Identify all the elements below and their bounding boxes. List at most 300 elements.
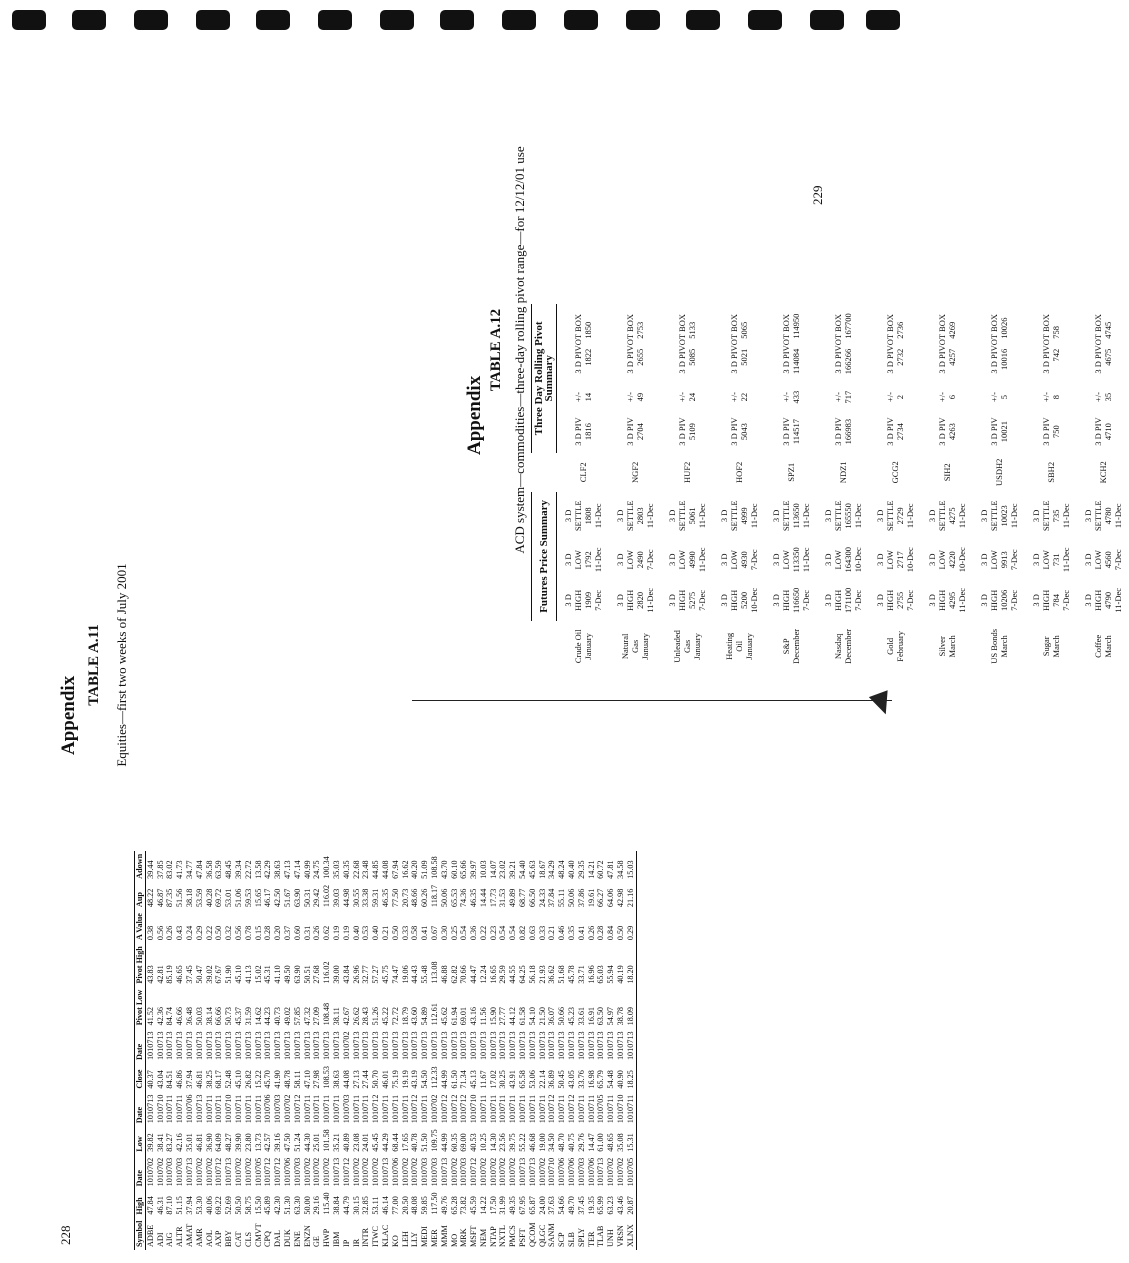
equity-cell: 19.61 (586, 888, 596, 908)
equity-cell: 59.85 (420, 1196, 430, 1215)
punch-hole (256, 10, 290, 30)
equity-cell: 39.16 (273, 1133, 283, 1152)
equity-symbol: GE (312, 1236, 322, 1247)
three-day-low-line: 4990 (687, 551, 697, 569)
equity-cell: 1010711 (214, 1094, 224, 1124)
equity-cell: 51.50 (420, 1133, 430, 1152)
equity-cell: 27.68 (312, 965, 322, 984)
contract-symbol (817, 453, 869, 492)
pivot-range-line: 24 (687, 392, 697, 402)
equity-cell: 46.68 (527, 1133, 537, 1152)
equity-cell: 40.73 (273, 1006, 283, 1026)
equity-cell: 118.17 (429, 884, 439, 908)
three-day-low-line: 4560 (1103, 551, 1113, 569)
equity-cell: 87.35 (165, 888, 175, 908)
equity-cell: 0.37 (282, 925, 292, 941)
page-edge-mark (869, 690, 895, 718)
equity-symbol: IP (341, 1239, 351, 1247)
equity-cell: 38.84 (331, 1196, 341, 1215)
equity-cell: 50.50 (233, 1196, 243, 1215)
equity-cell: 67.67 (214, 965, 224, 984)
three-day-high-line: 7-Dec (593, 589, 603, 611)
equity-cell: 1010702 (322, 1157, 332, 1187)
equity-cell: 19.19 (400, 1070, 410, 1089)
three-day-settle-line: 11-Dec (749, 503, 759, 529)
equity-cell: 0.54 (508, 925, 518, 941)
equities-row (626, 851, 636, 1250)
three-day-high-line: 7-Dec (1009, 589, 1019, 611)
pivot-range-line: 8 (1051, 394, 1061, 400)
commodity-name-line: Crude Oil (572, 629, 583, 664)
three-day-settle-line: 11-Dec (1009, 503, 1019, 529)
equities-row (508, 851, 518, 1250)
pivot-box-values (947, 310, 957, 378)
three-day-high (557, 580, 610, 621)
three-day-pivot (713, 411, 765, 453)
three-day-low-line: 1792 (583, 551, 593, 569)
equity-cell: 1010702 (508, 1157, 518, 1187)
three-day-pivot-line: 166983 (843, 418, 853, 445)
equity-cell: 51.26 (371, 1006, 381, 1026)
equities-row (224, 851, 234, 1250)
equity-cell: 48.70 (557, 1133, 567, 1152)
equity-cell: 19.35 (586, 1196, 596, 1215)
equity-cell: 1010711 (527, 1094, 537, 1124)
equity-cell: 40.19 (616, 965, 626, 984)
equity-cell: 84.51 (165, 1070, 175, 1089)
equity-cell: 1010703 (292, 1157, 302, 1187)
three-day-pivot-line: 2704 (635, 423, 645, 441)
equity-cell: 50.00 (302, 1196, 312, 1215)
equity-cell: 0.84 (606, 925, 616, 941)
equity-cell: 0.21 (547, 925, 557, 941)
equity-cell: 1010712 (459, 1094, 469, 1124)
equity-cell: 40.28 (204, 888, 214, 908)
equity-cell: 45.89 (263, 1196, 273, 1215)
equities-row (401, 851, 411, 1250)
equity-cell: 44.99 (439, 1133, 449, 1152)
equity-cell: 43.84 (341, 965, 351, 984)
three-day-high-line: 11-Dec (645, 587, 655, 613)
pivot-box-high: 2736 (895, 321, 905, 339)
equity-cell: 40.99 (302, 860, 312, 879)
three-day-high-line: 3 D HIGH (719, 589, 739, 611)
equity-cell: 50.73 (224, 1006, 234, 1026)
equities-row (195, 851, 205, 1250)
three-day-high-line: 5275 (687, 591, 697, 609)
equity-cell: 33.71 (576, 965, 586, 984)
equity-cell: 44.23 (263, 1006, 273, 1026)
commodity-name (713, 621, 765, 672)
three-day-pivot (661, 411, 713, 453)
equities-row (342, 851, 352, 1250)
contract-symbol (1077, 453, 1129, 492)
three-day-high-line: 4790 (1103, 591, 1113, 609)
equity-cell: 61.58 (518, 1006, 528, 1026)
contract-symbol (869, 453, 921, 492)
three-day-high-line: 3 D HIGH (771, 589, 791, 611)
equities-row (165, 851, 175, 1250)
equity-cell: 44.98 (341, 888, 351, 908)
equity-cell: 45.10 (233, 1070, 243, 1089)
equity-symbol: AMR (194, 1228, 204, 1247)
commodity-name-line: Gold (885, 637, 895, 655)
pivot-box-low: 742 (1051, 348, 1061, 362)
equities-row (567, 851, 577, 1250)
equity-cell: 41.73 (175, 860, 185, 879)
equity-cell: 112.33 (429, 1066, 439, 1089)
three-day-pivot (1077, 411, 1129, 453)
pivot-box-line: 3 D PIVOT BOX (833, 314, 843, 374)
three-day-low (1077, 540, 1129, 580)
equity-cell: 46.31 (155, 1196, 165, 1215)
three-day-low (869, 540, 921, 580)
equity-cell: 36.58 (204, 860, 214, 879)
left-running-head: Appendix (58, 675, 79, 755)
equity-cell: 0.56 (233, 925, 243, 941)
equity-cell: 1010711 (557, 1094, 567, 1124)
equities-column-header: Date (135, 1028, 146, 1063)
three-day-high-line: 3 D HIGH (1083, 589, 1103, 611)
equity-cell: 14.62 (253, 1006, 263, 1026)
equity-cell: 46.81 (194, 1070, 204, 1089)
equity-cell: 31.53 (498, 888, 508, 908)
equity-cell: 0.43 (175, 925, 185, 941)
equity-cell: 67.94 (390, 860, 400, 879)
equity-symbol: SLB (567, 1231, 577, 1247)
equity-cell: 1010711 (322, 1094, 332, 1124)
three-day-pivot-line: 750 (1051, 425, 1061, 438)
equity-cell: 68.44 (390, 1133, 400, 1152)
equity-cell: 46.17 (263, 888, 273, 908)
equity-cell: 38.18 (184, 888, 194, 908)
equity-cell: 21.50 (537, 1006, 547, 1026)
equity-cell: 15.65 (253, 888, 263, 908)
equity-cell: 1010713 (420, 1031, 430, 1061)
three-day-pivot-line: 5043 (739, 423, 749, 441)
equity-cell: 1010711 (361, 1094, 371, 1124)
equity-cell: 1010711 (576, 1094, 586, 1124)
equity-cell: 50.06 (439, 888, 449, 908)
equity-cell: 1010711 (586, 1094, 596, 1124)
equity-cell: 108.48 (322, 1002, 332, 1026)
commodity-name-line: Coffee (1093, 634, 1103, 658)
equity-symbol: AXP (214, 1230, 224, 1247)
equity-cell: 53.11 (371, 1196, 381, 1215)
three-day-low-line: 164300 (843, 547, 853, 573)
three-day-low-line: 4930 (739, 551, 749, 569)
pivot-range (765, 384, 817, 411)
three-day-settle-line: 11-Dec (645, 503, 655, 529)
equity-cell: 14.44 (478, 888, 488, 908)
equity-cell: 60.35 (449, 1133, 459, 1152)
equity-symbol: AOL (204, 1230, 214, 1247)
equity-cell: 42.36 (155, 1006, 165, 1026)
contract-symbol (765, 453, 817, 492)
equity-cell: 45.10 (233, 965, 243, 984)
three-day-low-line: 4220 (947, 551, 957, 569)
equities-row (273, 851, 283, 1250)
equity-cell: 15.22 (253, 1070, 263, 1089)
pivot-summary-header: Three Day Rolling Pivot Summary (532, 304, 557, 453)
equity-cell: 1010713 (527, 1157, 537, 1187)
equity-cell: 33.76 (576, 1070, 586, 1089)
equity-symbol: SANM (547, 1223, 557, 1247)
equity-cell: 46.66 (175, 1006, 185, 1026)
three-day-pivot (817, 411, 869, 453)
equity-cell: 39.02 (204, 965, 214, 984)
three-day-high (1077, 580, 1129, 621)
equity-cell: 1010703 (576, 1157, 586, 1187)
commodity-name-line: December (843, 628, 853, 664)
equity-cell: 47.10 (302, 1070, 312, 1089)
three-day-settle-line: 10023 (999, 505, 1009, 527)
equity-cell: 87.10 (165, 1196, 175, 1215)
pivot-range (817, 384, 869, 411)
equity-cell: 39.75 (508, 1133, 518, 1152)
pivot-range-line: 433 (791, 390, 801, 404)
equity-cell: 67.95 (518, 1196, 528, 1215)
equity-cell: 58.75 (243, 1196, 253, 1215)
equity-cell: 1010713 (194, 1031, 204, 1061)
three-day-high (713, 580, 765, 621)
equity-cell: 1010713 (184, 1157, 194, 1187)
equity-cell: 0.28 (263, 925, 273, 941)
pivot-box-line: 3 D PIVOT BOX (937, 314, 947, 374)
equity-symbol: NXTL (498, 1225, 508, 1247)
equity-cell: 1010702 (341, 1031, 351, 1061)
three-day-settle-line: 4780 (1103, 507, 1113, 525)
equity-cell: 44.08 (380, 860, 390, 879)
equity-cell: 0.56 (155, 925, 165, 941)
pivot-box-high: 5133 (687, 321, 697, 339)
equity-cell: 112.61 (429, 1003, 439, 1026)
left-table-title: TABLE A.11 (86, 624, 102, 706)
equity-cell: 0.53 (361, 925, 371, 941)
equity-cell: 49.50 (282, 965, 292, 984)
equity-cell: 22.14 (537, 1070, 547, 1089)
equity-cell: 68.17 (214, 1070, 224, 1089)
equity-symbol: XLNX (626, 1218, 636, 1250)
equity-cell: 48.08 (410, 1196, 420, 1215)
pivot-range (869, 384, 921, 411)
equity-cell: 24.33 (537, 888, 547, 908)
equities-row (283, 851, 293, 1250)
equities-row (145, 851, 155, 1250)
three-day-high-line: 1909 (583, 591, 593, 609)
pivot-range (1025, 384, 1077, 411)
equity-cell: 1010713 (400, 1031, 410, 1061)
commodity-name (609, 621, 661, 672)
equity-cell: 36.90 (204, 1133, 214, 1152)
equity-cell: 29.76 (576, 1133, 586, 1152)
equity-cell: 45.22 (380, 1006, 390, 1026)
equity-cell: 41.52 (145, 1006, 155, 1026)
commodity-name-line: Natural Gas (620, 633, 640, 660)
pivot-range (713, 384, 765, 411)
equity-cell: 40.78 (410, 1133, 420, 1152)
commodity-name (817, 621, 869, 672)
equity-cell: 15.50 (253, 1196, 263, 1215)
equity-cell: 13.58 (253, 860, 263, 879)
contract-symbol-line: KCH2 (1098, 461, 1108, 484)
three-day-low-line: 3 D LOW (771, 550, 791, 570)
equity-cell: 1010713 (537, 1031, 547, 1061)
equity-cell: 14.47 (586, 1133, 596, 1152)
equity-symbol: IR (351, 1238, 361, 1247)
three-day-low-line: 3 D LOW (823, 550, 843, 570)
equity-symbol: DAL (273, 1230, 283, 1247)
equity-cell: 1010713 (233, 1031, 243, 1061)
three-day-pivot-line: 3 D PIV (729, 417, 739, 446)
equity-cell: 39.00 (331, 965, 341, 984)
equity-cell: 46.01 (380, 1070, 390, 1089)
equity-cell: 69.01 (459, 1006, 469, 1026)
pivot-box-low: 166266 (843, 348, 853, 375)
pivot-range-line: 5 (999, 394, 1009, 400)
equity-cell: 27.09 (312, 1006, 322, 1026)
equity-cell: 51.30 (282, 1196, 292, 1215)
equity-cell: 1010713 (508, 1031, 518, 1061)
equity-cell: 24.00 (537, 1196, 547, 1215)
three-day-pivot-line: 4263 (947, 423, 957, 441)
three-day-pivot-line: 3 D PIV (833, 417, 843, 446)
equity-cell: 30.15 (351, 1196, 361, 1215)
commodity-name-line: January (744, 633, 754, 660)
pivot-box-line: 3 D PIVOT BOX (1093, 314, 1103, 374)
equity-cell: 43.19 (410, 1070, 420, 1089)
equity-cell: 45.31 (263, 965, 273, 984)
equity-cell: 1010702 (410, 1157, 420, 1187)
equity-cell: 0.58 (410, 925, 420, 941)
commodity-name (661, 621, 713, 672)
three-day-high-line: 7-Dec (853, 589, 863, 611)
three-day-low-line: 3 D LOW (1083, 550, 1103, 570)
equity-cell: 17.50 (488, 1196, 498, 1215)
equity-cell: 29.42 (312, 888, 322, 908)
equity-cell: 1010706 (586, 1157, 596, 1187)
equity-cell: 69.00 (459, 1133, 469, 1152)
equity-cell: 44.43 (410, 965, 420, 984)
pivot-box-high: 2753 (635, 321, 645, 339)
equity-cell: 44.08 (341, 1070, 351, 1089)
equity-cell: 1010711 (478, 1094, 488, 1124)
equity-cell: 1010710 (155, 1094, 165, 1124)
equity-cell: 64.25 (518, 965, 528, 984)
equity-cell: 1010713 (155, 1031, 165, 1061)
equity-cell: 51.15 (175, 1196, 185, 1215)
three-day-pivot-line: 10021 (999, 420, 1009, 443)
equity-cell: 44.47 (469, 965, 479, 984)
pivot-box-line: 3 D PIVOT BOX (1041, 314, 1051, 374)
pivot-box-values (687, 310, 697, 378)
equity-cell: 1010711 (253, 1094, 263, 1124)
commodity-name-line: US Bonds (989, 629, 999, 664)
three-day-settle-line: 4275 (947, 507, 957, 525)
equity-cell: 1010713 (371, 1031, 381, 1061)
commodity-name-line: Unleaded Gas (672, 630, 692, 663)
contract-symbol-line: SBH2 (1046, 461, 1056, 483)
equity-cell: 34.29 (547, 860, 557, 879)
equity-cell: 1010711 (175, 1094, 185, 1124)
pivot-range-line: +/- (833, 392, 843, 403)
pivot-range-line: +/- (885, 392, 895, 403)
equity-cell: 1010702 (429, 1094, 439, 1124)
equity-cell: 24.01 (361, 1133, 371, 1152)
right-table-title: TABLE A.12 (488, 308, 504, 392)
equity-cell: 43.60 (410, 1006, 420, 1026)
commodity-row (1025, 304, 1077, 672)
equity-cell: 63.59 (214, 860, 224, 879)
equity-cell: 1010712 (371, 1094, 381, 1124)
three-day-settle-line: 11-Dec (1113, 503, 1123, 529)
punch-hole (72, 10, 106, 30)
three-day-high (921, 580, 973, 621)
equity-cell: 65.87 (527, 1196, 537, 1215)
three-day-settle (609, 492, 661, 540)
equity-cell: 84.74 (165, 1006, 175, 1026)
three-day-settle-line: 11-Dec (853, 503, 863, 529)
equity-cell: 1010713 (518, 1157, 528, 1187)
equity-cell: 37.94 (184, 1196, 194, 1215)
equity-cell: 39.90 (233, 1133, 243, 1152)
equity-cell: 66.66 (214, 1006, 224, 1026)
equity-symbol: BBY (224, 1230, 234, 1247)
equity-cell: 1010712 (410, 1094, 420, 1124)
contract-symbol-line: HOF2 (734, 461, 744, 483)
equity-cell: 58.11 (292, 1070, 302, 1089)
equity-symbol: ADBE (145, 1224, 155, 1247)
equity-cell: 1010711 (390, 1094, 400, 1124)
equity-cell: 1010712 (567, 1094, 577, 1124)
equity-cell: 1010702 (606, 1157, 616, 1187)
pivot-box-high: 114950 (791, 313, 801, 339)
three-day-low (713, 540, 765, 580)
equity-cell: 116.02 (322, 961, 332, 984)
equity-cell: 1010713 (145, 1031, 155, 1061)
equity-cell: 1010711 (380, 1094, 390, 1124)
equity-cell: 53.01 (224, 888, 234, 908)
equity-cell: 29.16 (312, 1196, 322, 1215)
three-day-pivot-line: 3 D PIV (781, 417, 791, 446)
three-day-pivot-line: 3 D PIV (625, 417, 635, 446)
equity-cell: 42.98 (616, 888, 626, 908)
equities-column-header: Pivot Low (135, 987, 146, 1029)
equity-cell: 0.50 (390, 925, 400, 941)
equity-cell: 1010711 (488, 1094, 498, 1124)
equity-cell: 16.91 (586, 1006, 596, 1026)
equity-symbol: MRK (459, 1228, 469, 1247)
equity-cell: 15.02 (253, 965, 263, 984)
equity-cell: 35.03 (331, 860, 341, 879)
equity-cell: 1010712 (341, 1157, 351, 1187)
equity-cell: 38.14 (204, 1006, 214, 1026)
three-day-settle (713, 492, 765, 540)
equity-cell: 43.16 (469, 1006, 479, 1026)
equity-cell: 42.29 (263, 860, 273, 879)
three-day-low-line: 3 D LOW (667, 550, 687, 570)
three-day-settle-line: 3 D SETTLE (667, 500, 687, 532)
equity-cell: 66.27 (596, 888, 606, 908)
pivot-box-line: 3 D PIVOT BOX (781, 314, 791, 374)
pivot-range-line: 2 (895, 394, 905, 400)
pivot-box-values (739, 310, 749, 378)
equity-cell: 26.82 (243, 1070, 253, 1089)
equity-cell: 49.35 (508, 1196, 518, 1215)
equities-row (371, 851, 381, 1250)
equity-cell: 100.34 (322, 856, 332, 879)
equity-cell: 1010713 (302, 1031, 312, 1061)
